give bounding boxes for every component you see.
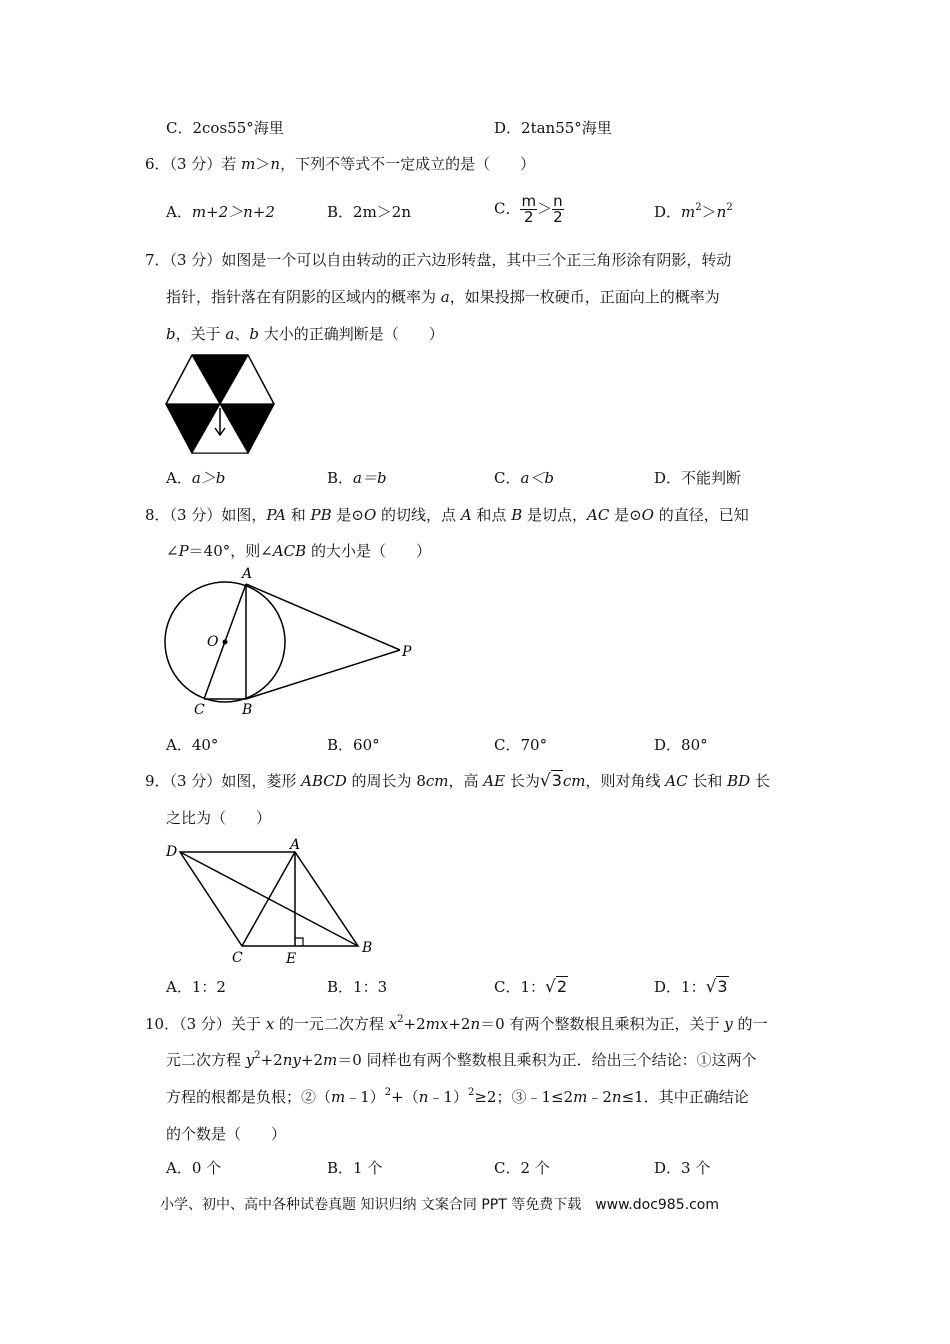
sqrt-3: √3 [705, 977, 728, 997]
q10-stem-line4: 的个数是（ ） [166, 1125, 287, 1143]
label-p: P [402, 644, 412, 660]
q8-option-d: D．80° [654, 736, 708, 754]
q6-stem: 6．（3 分）若 m＞n，下列不等式不一定成立的是（ ） [145, 155, 536, 173]
q10-stem-line2: 元二次方程 $y^2+2ny+2m=0$ 同样也有两个整数根且乘积为正．给出三个结论：①这两个 [166, 1050, 757, 1069]
q10-option-b: B．1 个 [327, 1159, 383, 1177]
hexagon-spinner-figure [160, 352, 280, 456]
q7-stem-line3: b，关于 a、b 大小的正确判断是（ ） [166, 325, 444, 343]
label-b: B [362, 940, 373, 956]
q7-stem-line2: 指针，指针落在有阴影的区域内的概率为 a，如果投掷一枚硬币，正面向上的概率为 [166, 288, 720, 306]
q10-option-a: A．0 个 [166, 1159, 222, 1177]
page-footer-ad: 小学、初中、高中各种试卷真题 知识归纳 文案合同 PPT 等免费下载 www.doc985.com [160, 1197, 719, 1213]
q7-option-a: A．a＞b [166, 469, 226, 487]
circle-tangent-figure [150, 566, 420, 718]
q7-option-b: B．a＝b [327, 469, 387, 487]
q6-option-c: C． $\frac{m}{2}$ ＞ $\frac{n}{2}$ [494, 192, 563, 226]
q7-option-c: C．a＜b [494, 469, 555, 487]
rhombus-figure [160, 836, 380, 970]
q10-option-d: D．3 个 [654, 1159, 711, 1177]
q10-option-c: C．2 个 [494, 1159, 550, 1177]
q10-stem-line1: 10．（3 分）关于 x 的一元二次方程 $x^2+2mx+2n=0$ 有两个整数根且乘积为正，关于 y 的一 [145, 1014, 768, 1033]
label-d: D [166, 844, 178, 860]
q7-stem-line1: 7．（3 分）如图是一个可以自由转动的正六边形转盘，其中三个正三角形涂有阴影，转动 [145, 251, 732, 269]
q10-stem-line3: 方程的根都是负根；②（m﹣1）$^2$+（n﹣1）$^2$≥2；③﹣1≤2m﹣2n≤1．其中正确结论 [166, 1087, 749, 1106]
q6-option-b: B．2m＞2n [327, 203, 412, 221]
q8-option-c: C．70° [494, 736, 548, 754]
q9-option-a: A．1：2 [166, 978, 226, 996]
label-c: C [194, 702, 205, 718]
fraction-m-over-2: $\frac{m}{2}$ [521, 192, 537, 226]
q8-option-a: A．40° [166, 736, 219, 754]
label-e: E [286, 951, 297, 967]
q5-option-d: D．2tan55°海里 [494, 119, 612, 137]
label-a: A [290, 837, 301, 853]
q8-option-b: B．60° [327, 736, 380, 754]
label-c: C [232, 950, 243, 966]
q6-option-a: A．m+2＞n+2 [166, 203, 275, 221]
q7-option-d: D．不能判断 [654, 469, 742, 487]
q5-option-c: C．2cos55°海里 [166, 119, 284, 137]
sqrt-2: √2 [545, 977, 568, 997]
q8-stem-line2: ∠P＝40°，则∠ACB 的大小是（ ） [166, 542, 431, 560]
q8-stem-line1: 8．（3 分）如图，PA 和 PB 是⊙O 的切线，点 A 和点 B 是切点，AC 是⊙O 的直径，已知 [145, 506, 749, 524]
label-o: O [207, 634, 219, 650]
q9-option-c: C．1：√2 [494, 977, 568, 997]
fraction-n-over-2: $\frac{n}{2}$ [553, 192, 563, 226]
q9-option-b: B．1：3 [327, 978, 388, 996]
q9-stem-line1: 9．（3 分）如图，菱形 ABCD 的周长为 8cm，高 AE 长为√3cm，则对角线 AC 长和 BD 长 [145, 771, 770, 791]
q9-option-d: D．1：√3 [654, 977, 728, 997]
label-b: B [242, 702, 253, 718]
label-a: A [242, 566, 253, 582]
sqrt-3: √3 [539, 771, 562, 791]
q9-stem-line2: 之比为（ ） [166, 809, 272, 827]
q6-option-d: D．$m^2>n^2$ [654, 202, 733, 221]
